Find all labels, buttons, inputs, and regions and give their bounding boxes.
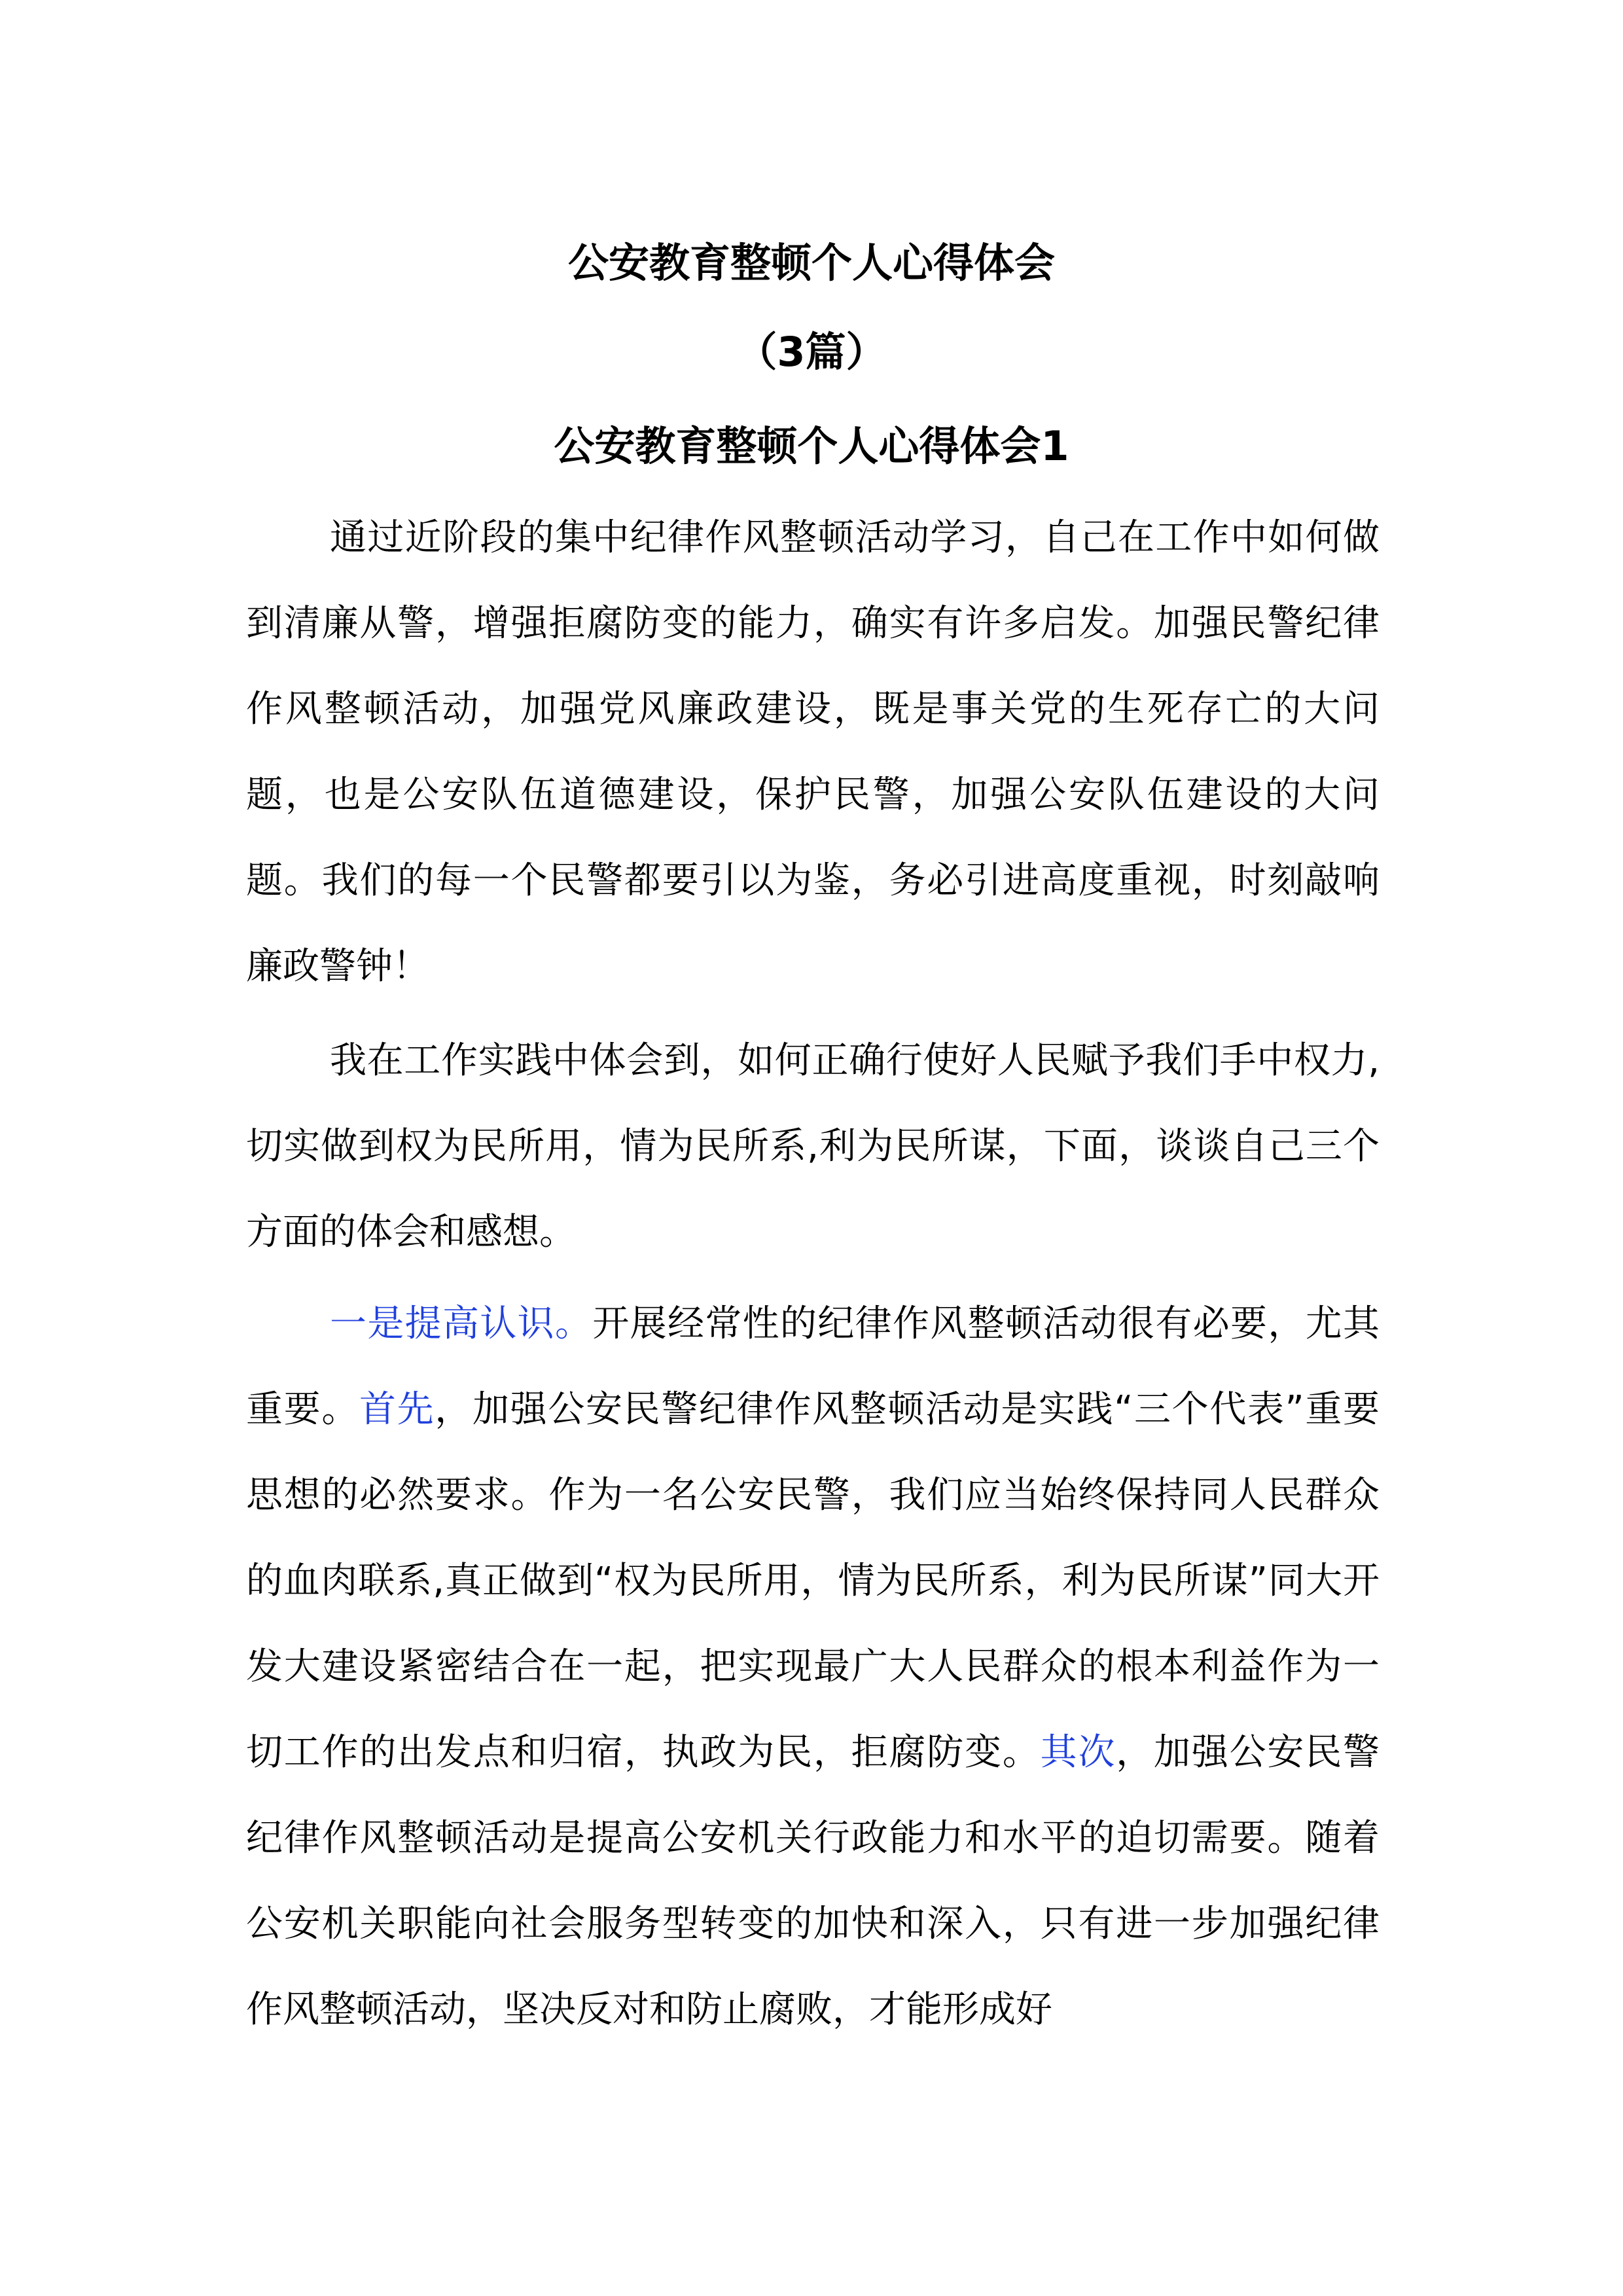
highlight-point-one: 一是提高认识。 <box>330 1302 593 1345</box>
paragraph-text: 开展经常性的纪律作风整顿活动很有必要，尤其重要。 <box>246 1302 1380 1431</box>
paragraph-text: ，加强公安民警纪律作风整顿活动是提高公安机关行政能力和水平的迫切需要。随着公安机关职能向社会服务型转变的加快和深入，只有进一步加强纪律作风整顿活动，坚决反对和防止腐败，才能形成好 <box>246 1731 1380 2031</box>
highlight-second: 其次 <box>1040 1731 1116 1774</box>
section-title: 公安教育整顿个人心得体会1 <box>554 422 1069 470</box>
highlight-first: 首先 <box>359 1388 435 1431</box>
document-subtitle: （3篇） <box>736 328 887 376</box>
paragraph-text: ，加强公安民警纪律作风整顿活动是实践“三个代表”重要思想的必然要求。作为一名公安民警，我们应当始终保持同人民群众的血肉联系,真正做到“权为民所用，情为民所系，利为民所谋”同大开发大建设紧密结合在一起，把实现最广大人民群众的根本利益作为一切工作的出发点和归宿，执政为民，拒腐防变。 <box>246 1388 1380 1774</box>
paragraph-2: 我在工作实践中体会到，如何正确行使好人民赋予我们手中权力,切实做到权为民所用，情为民所系,利为民所谋，下面，谈谈自己三个方面的体会和感想。 <box>246 1039 1380 1253</box>
paragraph-1: 通过近阶段的集中纪律作风整顿活动学习，自己在工作中如何做到清廉从警，增强拒腐防变的能力，确实有许多启发。加强民警纪律作风整顿活动，加强党风廉政建设，既是事关党的生死存亡的大问题，也是公安队伍道德建设，保护民警，加强公安队伍建设的大问题。我们的每一个民警都要引以为鉴，务必引进高度重视，时刻敲响廉政警钟！ <box>246 516 1380 988</box>
paragraph-3 <box>246 1281 1380 2053</box>
document-title: 公安教育整顿个人心得体会 <box>567 239 1055 287</box>
